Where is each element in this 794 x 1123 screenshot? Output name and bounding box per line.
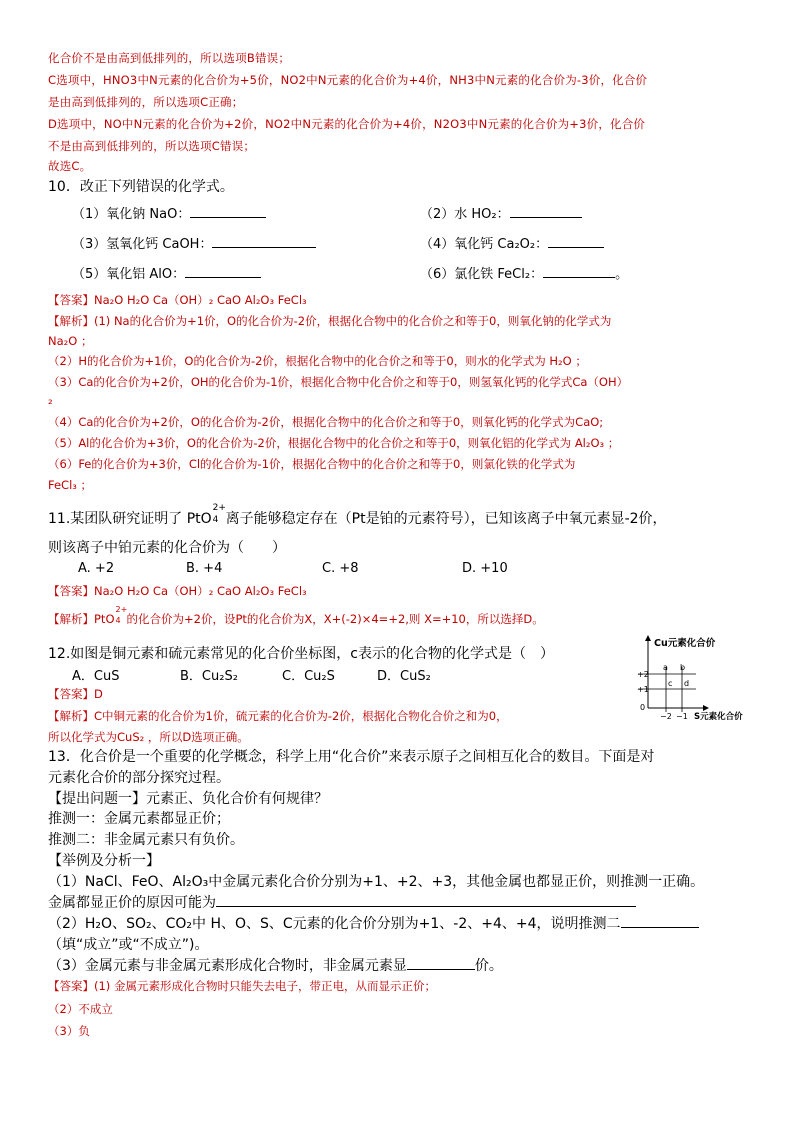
q12-answer: 【答案】D <box>48 687 103 701</box>
q13-s3-text: （3）金属元素与非金属元素形成化合物时，非金属元素显 <box>48 958 407 974</box>
q10-analysis-7: （5）Al的化合价为+3价，O的化合价为-2价，根据化合物中的化合价之和等于0，则氧化铝的化学式为 Al₂O₃ ； <box>48 436 620 450</box>
figure-point-a: a <box>663 663 668 672</box>
figure-x-tick-minus2: −2 <box>660 712 672 720</box>
q11-analysis-ion-charge <box>115 605 128 625</box>
q11-analysis-end: 的化合价为+2价，设Pt的化合价为X，X+(-2)×4=+2,则 X=+10，所以选择D。 <box>126 612 544 626</box>
q13-s1-line-2 <box>48 892 636 912</box>
q13-s1-blank[interactable] <box>216 894 636 907</box>
q11-option-b[interactable]: B. +4 <box>186 561 223 576</box>
prev-answer-line-1: 化合价不是由高到低排列的，所以选项B错误； <box>48 51 291 65</box>
q12-option-a[interactable]: A．CuS <box>72 669 120 684</box>
figure-point-b: b <box>680 663 686 672</box>
q13-s3-blank[interactable] <box>407 957 475 970</box>
figure-point-d: d <box>684 679 690 688</box>
prev-answer-line-4: D选项中，NO中N元素的化合价为+2价，NO2中N元素的化合价为+4价，N2O3中N元素的化合价为+3价，化合价 <box>48 117 646 131</box>
q11-line-1-end: 离子能够稳定存在（Pt是铂的元素符号），已知该离子中氧元素显-2价， <box>225 511 667 527</box>
figure-y-axis-title: Cu元素化合价 <box>654 638 716 649</box>
q10-analysis-4: （3）Ca的化合价为+2价，OH的化合价为-1价，根据化合物中化合价之和等于0，则氢氧化钙的化学式Ca（OH） <box>48 375 629 389</box>
q10-item-2 <box>420 203 582 222</box>
q10-item-6-label: （6）氯化铁 FeCl₂： <box>420 267 544 282</box>
figure-point-c: c <box>668 679 673 688</box>
q10-item-5-blank[interactable] <box>185 265 261 278</box>
q10-item-6-tail: 。 <box>615 267 629 282</box>
q13-answer-1: 【答案】(1) 金属元素形成化合物时只能失去电子，带正电，从而显示正价； <box>48 979 436 993</box>
q11-analysis-sub: 4 <box>115 616 121 625</box>
q11-option-a[interactable]: A. +2 <box>78 561 115 576</box>
q13-answer-2: （2）不成立 <box>48 1002 113 1016</box>
q10-analysis-9: FeCl₃ ； <box>48 478 93 492</box>
q11-line-1 <box>48 503 667 528</box>
figure-x-tick-minus1: −1 <box>676 712 688 720</box>
q13-s2-line-1 <box>48 913 699 933</box>
q11-answer: 【答案】Na₂O H₂O Ca（OH）₂ CaO Al₂O₃ FeCl₃ <box>48 584 307 598</box>
q13-s1-line-2-text: 金属都显正价的原因可能为 <box>48 895 216 911</box>
q13-answer-3: （3）负 <box>48 1024 90 1038</box>
q10-analysis-6: （4）Ca的化合价为+2价，O的化合价为-2价，根据化合物中的化合价之和等于0，则氧化钙的化学式为CaO; <box>48 415 604 429</box>
q11-line-1-start: 11.某团队研究证明了 PtO <box>48 511 212 527</box>
prev-answer-line-5: 不是由高到低排列的，所以选项C错误； <box>48 139 256 153</box>
q12-analysis-1: 【解析】C中铜元素的化合价为1价，硫元素的化合价为-2价，根据化合物化合价之和为0， <box>48 709 508 723</box>
q10-analysis-3: （2）H的化合价为+1价，O的化合价为-2价，根据化合物中的化合价之和等于0，则水的化学式为 H₂O ； <box>48 354 587 368</box>
q13-s3-tail: 价。 <box>474 958 503 974</box>
q13-s1-line-1: （1）NaCl、FeO、Al₂O₃中金属元素化合价分别为+1、+2、+3，其他金属也都显正价，则推测一正确。 <box>48 874 705 890</box>
q10-item-5-label: （5）氧化铝 AlO： <box>72 267 186 282</box>
q10-analysis-2: Na₂O ； <box>48 334 93 348</box>
figure-y-tick-plus1: +1 <box>637 685 649 694</box>
q10-item-1-label: （1）氧化钠 NaO： <box>72 207 191 222</box>
figure-x-arrow <box>703 705 709 711</box>
q13-s3-line <box>48 955 503 975</box>
q13-line-2: 元素化合价的部分探究过程。 <box>48 770 230 786</box>
q10-item-2-label: （2）水 HO₂： <box>420 207 510 222</box>
q12-line-1: 12.如图是铜元素和硫元素常见的化合价坐标图，c表示的化合物的化学式是（ ） <box>48 646 554 662</box>
q10-item-5 <box>72 263 261 282</box>
q10-item-1 <box>72 203 266 222</box>
prev-answer-line-3: 是由高到低排列的，所以选项C正确； <box>48 95 244 109</box>
q11-analysis-start: 【解析】PtO <box>48 612 115 626</box>
q10-title: 10．改正下列错误的化学式。 <box>48 179 234 195</box>
q13-example-heading: 【举例及分析一】 <box>48 853 160 869</box>
q10-analysis-8: （6）Fe的化合价为+3价，Cl的化合价为-1价，根据化合物中的化合价之和等于0，则氯化铁的化学式为 <box>48 457 576 471</box>
figure-y-tick-plus2: +2 <box>637 670 649 679</box>
prev-answer-line-2: C选项中，HNO3中N元素的化合价为+5价，NO2中N元素的化合价为+4价，NH3中N元素的化合价为-3价，化合价 <box>48 73 648 87</box>
figure-y-arrow <box>645 635 651 641</box>
q13-guess-2: 推测二：非金属元素只有负价。 <box>48 832 244 848</box>
q10-item-3-label: （3）氢氧化钙 CaOH： <box>72 237 213 252</box>
prev-answer-line-6: 故选C。 <box>48 159 92 173</box>
q10-answer: 【答案】Na₂O H₂O Ca（OH）₂ CaO Al₂O₃ FeCl₃ <box>48 293 307 307</box>
q11-option-c[interactable]: C. +8 <box>322 561 359 576</box>
q10-item-6 <box>420 263 628 282</box>
q10-analysis-5: ₂ <box>48 393 53 407</box>
q12-option-c[interactable]: C．Cu₂S <box>282 669 335 684</box>
q13-s2-line-1-text: （2）H₂O、SO₂、CO₂中 H、O、S、C元素的化合价分别为+1、-2、+4、+4，说明推测二 <box>48 916 621 932</box>
valence-coordinate-figure <box>624 634 762 720</box>
q13-guess-1: 推测一：金属元素都显正价； <box>48 811 230 827</box>
q13-s2-line-2: （填“成立”或“不成立”)。 <box>48 937 209 953</box>
q11-ion-sup: 2+ <box>212 503 226 513</box>
figure-x-axis-title: S元素化合价 <box>694 712 743 720</box>
q12-option-d[interactable]: D．CuS₂ <box>377 669 431 684</box>
q12-option-b[interactable]: B．Cu₂S₂ <box>180 669 238 684</box>
q11-ion-sub: 4 <box>212 515 219 525</box>
figure-y-tick-zero: 0 <box>640 703 646 712</box>
q13-s2-blank[interactable] <box>621 915 699 928</box>
q10-item-3-blank[interactable] <box>212 235 316 248</box>
q10-item-1-blank[interactable] <box>190 205 266 218</box>
q10-item-3 <box>72 233 316 252</box>
q11-ion-charge <box>212 503 226 525</box>
q10-item-4-label: （4）氧化钙 Ca₂O₂： <box>420 237 549 252</box>
q11-option-d[interactable]: D. +10 <box>462 561 508 576</box>
q12-analysis-2: 所以化学式为CuS₂ ，所以D选项正确。 <box>48 730 249 744</box>
q10-item-4-blank[interactable] <box>548 235 604 248</box>
q10-item-4 <box>420 233 604 252</box>
q10-analysis-1: 【解析】(1) Na的化合价为+1价，O的化合价为-2价，根据化合物中的化合价之和等于0，则氧化钠的化学式为 <box>48 314 612 328</box>
q10-item-2-blank[interactable] <box>510 205 582 218</box>
q11-analysis <box>48 605 544 627</box>
q10-item-6-blank[interactable] <box>543 265 615 278</box>
q13-problem-1: 【提出问题一】元素正、负化合价有何规律？ <box>48 791 328 807</box>
q13-line-1: 13．化合价是一个重要的化学概念，科学上用“化合价”来表示原子之间相互化合的数目。下面是对 <box>48 749 655 765</box>
q11-line-2: 则该离子中铂元素的化合价为（ ） <box>48 540 286 556</box>
q11-analysis-sup: 2+ <box>115 605 128 614</box>
